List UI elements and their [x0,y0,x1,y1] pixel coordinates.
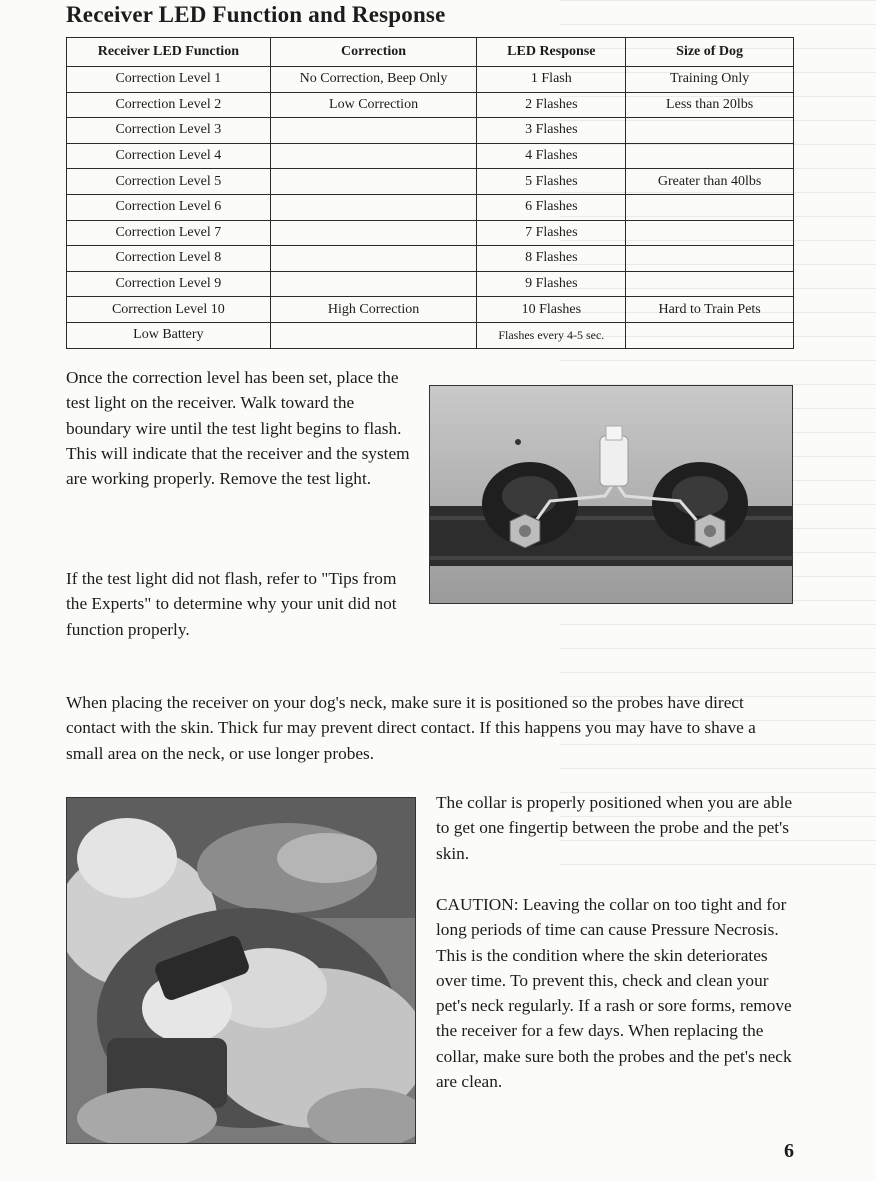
cell-led-response: 4 Flashes [477,143,626,169]
table-row [67,194,794,220]
cell-size [626,118,794,144]
table-row [67,246,794,272]
cell-led-response: 10 Flashes [477,297,626,323]
cell-led-response: 2 Flashes [477,92,626,118]
no-flash-paragraph: If the test light did not flash, refer to "Tips from the Experts" to determine why your unit did not function properly. [66,569,397,639]
table-row [67,118,794,144]
cell-led-response: 6 Flashes [477,194,626,220]
header-led-function: Receiver LED Function [67,38,271,67]
header-correction: Correction [270,38,477,67]
header-size-of-dog: Size of Dog [626,38,794,67]
caution-paragraph: CAUTION: Leaving the collar on too tight and for long periods of time can cause Pressure Necrosis. This is the condition where the skin deteriorates over time. To prevent this, check and clean your pet's neck regularly. If a rash or sore forms, remove the receiver for a few days. When replacing the collar, make sure both the probes and the pet's neck are clean. [436,895,792,1092]
collar-fitting-photo [66,797,416,1144]
cell-function: Correction Level 10 [67,297,271,323]
table-row [67,271,794,297]
cell-correction [270,169,477,195]
table-header-row [67,38,794,67]
cell-led-response: Flashes every 4-5 sec. [477,322,626,348]
cell-size [626,220,794,246]
cell-function: Correction Level 4 [67,143,271,169]
cell-correction [270,246,477,272]
cell-correction [270,118,477,144]
cell-size [626,143,794,169]
table-row [67,220,794,246]
collar-fit-paragraph: The collar is properly positioned when you are able to get one fingertip between the probe and the pet's skin. [436,793,793,863]
cell-led-response: 7 Flashes [477,220,626,246]
cell-correction: Low Correction [270,92,477,118]
page-title: Receiver LED Function and Response [66,2,446,27]
cell-size [626,271,794,297]
cell-function: Correction Level 6 [67,194,271,220]
table-row [67,92,794,118]
cell-function: Correction Level 2 [67,92,271,118]
cell-correction: High Correction [270,297,477,323]
cell-function: Low Battery [67,322,271,348]
cell-correction: No Correction, Beep Only [270,67,477,93]
cell-size: Training Only [626,67,794,93]
cell-correction [270,143,477,169]
cell-function: Correction Level 5 [67,169,271,195]
cell-function: Correction Level 1 [67,67,271,93]
cell-size [626,246,794,272]
cell-led-response: 1 Flash [477,67,626,93]
cell-correction [270,220,477,246]
cell-function: Correction Level 7 [67,220,271,246]
cell-function: Correction Level 9 [67,271,271,297]
cell-led-response: 5 Flashes [477,169,626,195]
table-row [67,169,794,195]
cell-led-response: 3 Flashes [477,118,626,144]
cell-function: Correction Level 8 [67,246,271,272]
table-row [67,297,794,323]
placement-paragraph: When placing the receiver on your dog's neck, make sure it is positioned so the probes have direct contact with the skin. Thick fur may prevent direct contact. If this happens you may have to shave a small area on the neck, or use longer probes. [66,693,756,763]
header-led-response: LED Response [477,38,626,67]
cell-correction [270,322,477,348]
test-light-paragraph: Once the correction level has been set, place the test light on the receiver. Walk toward the boundary wire until the test light begins to flash. This will indicate that the receiver and the system are working properly. Remove the test light. [66,368,410,489]
cell-size [626,194,794,220]
led-function-table [66,37,794,349]
table-row [67,143,794,169]
cell-correction [270,194,477,220]
cell-size: Hard to Train Pets [626,297,794,323]
cell-size [626,322,794,348]
cell-correction [270,271,477,297]
cell-led-response: 8 Flashes [477,246,626,272]
table-row [67,322,794,348]
cell-size: Less than 20lbs [626,92,794,118]
receiver-test-light-photo [429,385,793,604]
cell-led-response: 9 Flashes [477,271,626,297]
cell-size: Greater than 40lbs [626,169,794,195]
page-number: 6 [784,1140,794,1162]
cell-function: Correction Level 3 [67,118,271,144]
table-row [67,67,794,93]
